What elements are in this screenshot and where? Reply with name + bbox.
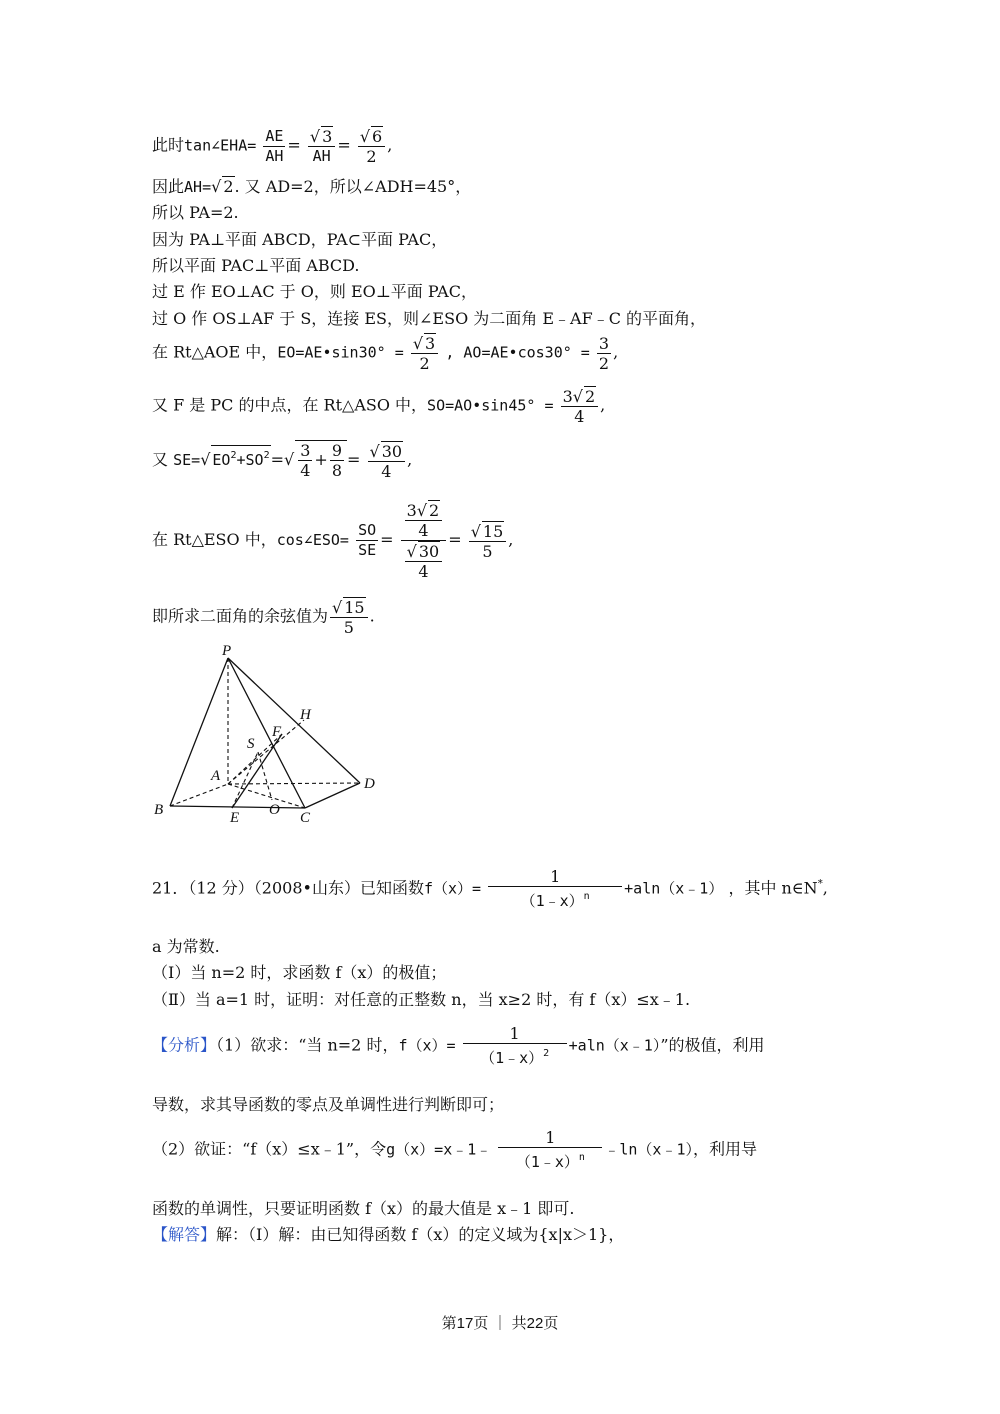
page-footer: 第17页 ｜ 共22页 (441, 1315, 559, 1332)
q-part2: （Ⅱ）当 a=1 时，证明：对任意的正整数 n，当 x≥2 时，有 f（x）≤x﹣1. (152, 990, 691, 1009)
frac-sqrt15-5: $\frac{√ 15}{5}$ (469, 521, 507, 561)
line-rt-aso: 又 F 是 PC 的中点，在 Rt△ASO 中，SO=AO•sin45° = $\frac{3√ 2}{4}$ , (152, 387, 606, 426)
label-s: S (247, 736, 255, 752)
label-a: A (211, 768, 221, 784)
line-tan-eha: 此时tan∠EHA= $\frac{AE}{AH}$ = $\frac{√ 3}{AH}$ = $\frac{√ 6}{2}$ , (152, 126, 393, 166)
frac-sqrt30-4: $\frac{√ 30}{4}$ (368, 441, 406, 481)
frac-compound: $\frac{\frac{3√ 2}{4}}{\frac{√ 30}{4}}$ (401, 500, 447, 581)
analysis-1: 【分析】（1）欲求：“当 n=2 时，f（x）= $\frac{1}{(1﹣x)^2}$ +aln（x﹣1）”的极值，利用 (152, 1024, 765, 1067)
frac-3sqrt2-4: $\frac{3√ 2}{4}$ (561, 386, 599, 426)
label-c: C (300, 810, 311, 826)
label-e: E (230, 810, 240, 826)
label-o: O (269, 802, 280, 818)
analysis-4: 函数的单调性，只要证明函数 f（x）的最大值是 x﹣1 即可. (152, 1199, 575, 1218)
question-21: 21．（12 分）（2008•山东）已知函数f（x）= $\frac{1}{(1﹣x)^n}$ +aln（x﹣1） ，其中 n∈N*, (152, 867, 828, 910)
line-plane-pac: 所以平面 PAC⊥平面 ABCD. (152, 256, 360, 275)
line-eo: 过 E 作 EO⊥AC 于 O，则 EO⊥平面 PAC， (152, 282, 477, 301)
q-a-const: a 为常数. (152, 937, 220, 956)
label-f: F (272, 724, 282, 740)
frac-sqrt6-2: $\frac{√ 6}{2}$ (358, 126, 385, 166)
frac-sqrt3-2: $\frac{√ 3}{2}$ (411, 333, 438, 373)
frac-q: $\frac{1}{(1﹣x)^n}$ (488, 867, 622, 911)
frac-ae-ah: $\frac{AE}{AH}$ (265, 126, 284, 165)
frac-3-2: $\frac{3}{2}$ (598, 333, 610, 373)
line-cos-eso: 在 Rt△ESO 中，cos∠ESO= $\frac{SO}{SE}$ = $\frac{\frac{3√ 2}{4}}{\frac{√ 30}{4}}$ = $\frac{√ 15}{5}$ , (152, 501, 514, 581)
label-d: D (364, 776, 375, 792)
label-p: P (222, 643, 232, 659)
line-se: 又 SE=√ $EO^2+SO^2=√$ $\frac{3}{4}$ + $\frac{9}{8}$ = $\frac{√ 30}{4}$ , (152, 441, 413, 481)
line-ah: 因此AH=√ 2. 又 AD=2，所以∠ADH=45°， (152, 177, 472, 196)
line-os: 过 O 作 OS⊥AF 于 S，连接 ES，则∠ESO 为二面角 E﹣AF﹣C 的平面角， (152, 309, 707, 328)
line-pa-perp: 因为 PA⊥平面 ABCD，PA⊂平面 PAC， (152, 230, 448, 249)
analysis-2: 导数，求其导函数的零点及单调性进行判断即可； (152, 1095, 505, 1114)
analysis-3: （2）欲证：“f（x）≤x﹣1”，令g（x）=x﹣1﹣ $\frac{1}{(1﹣x)^n}$ ﹣ln（x﹣1），利用导 (152, 1128, 757, 1171)
line-pa: 所以 PA=2. (152, 203, 239, 222)
label-b: B (154, 802, 164, 818)
pyramid-figure (150, 640, 390, 830)
line-conclusion: 即所求二面角的余弦值为 $\frac{√ 15}{5}$ . (152, 598, 375, 637)
solution: 【解答】解：（Ⅰ）解：由已知得函数 f（x）的定义域为{x|x＞1}， (152, 1225, 625, 1244)
line-rt-aoe: 在 Rt△AOE 中，EO=AE•sin30° = $\frac{√ 3}{2}$ , AO=AE•cos30° = $\frac{3}{2}$ , (152, 333, 619, 373)
label-h: H (300, 707, 311, 723)
frac-sqrt3-ah: $\frac{√ 3}{AH}$ (308, 126, 335, 166)
q-part1: （Ⅰ）当 n=2 时，求函数 f（x）的极值； (152, 963, 447, 982)
